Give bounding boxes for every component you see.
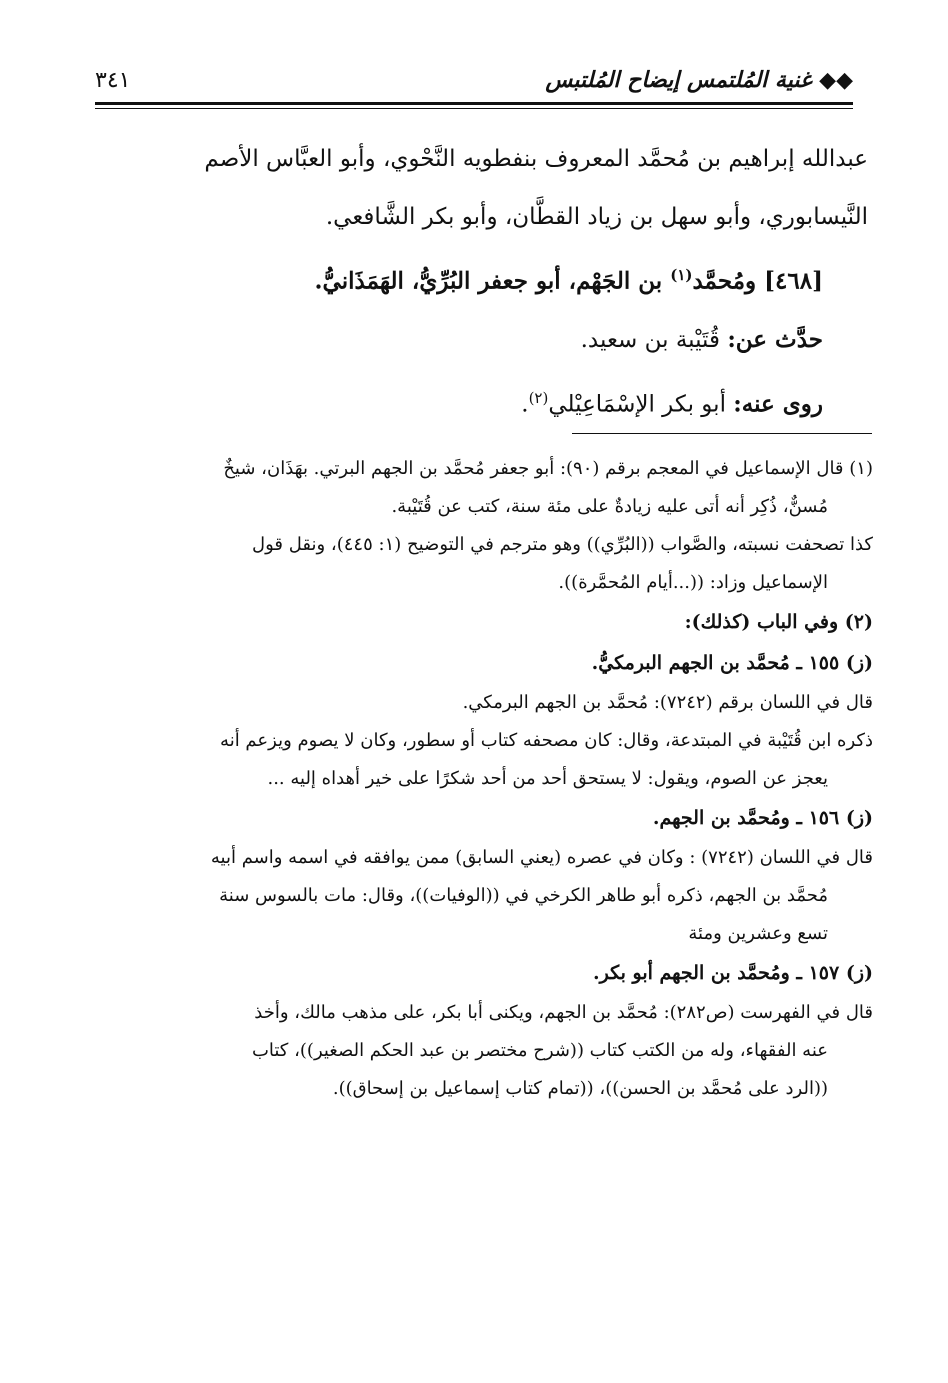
header-rule-thick: [95, 102, 853, 105]
footnote-ref-1: (١): [670, 266, 693, 284]
footnote-line: يعجز عن الصوم، ويقول: لا يستحق أحد من أحد شكرًا على خير أهداه إليه ...: [267, 768, 828, 789]
footnote-line: مُحمَّد بن الجهم، ذكره أبو طاهر الكرخي في ((الوفيات))، وقال: مات بالسوس سنة: [219, 885, 828, 906]
footnote-separator: [572, 433, 872, 434]
haddath-line: [95, 311, 868, 369]
footnote-line: تسع وعشرين ومئة: [688, 923, 828, 944]
footnote-heading: (ز) ١٥٦ ـ ومُحمَّد بن الجهم.: [652, 807, 873, 829]
page-number: ٣٤١: [95, 67, 131, 93]
footnote-line: مُسنٌّ، ذُكِر أنه أتى عليه زيادةٌ على مئة سنة، كتب عن قُتَيْبة.: [391, 496, 828, 517]
haddath-label: حدَّث عن:: [727, 325, 823, 353]
footnote-line: ذكره ابن قُتَيْبة في المبتدعة، وقال: كان مصحفه كتاب أو سطور، وكان لا يصوم ويزعم أنه: [220, 730, 873, 751]
rawa-value: أبو بكر الإسْمَاعِيْلي: [548, 391, 726, 418]
footnote-line: قال في اللسان (٧٢٤٢) : وكان في عصره (يعني السابق) ممن يوافقه في اسمه واسم أبيه: [210, 847, 873, 868]
footnote-line: ((الرد على مُحمَّد بن الحسن))، ((تمام كتاب إسماعيل بن إسحاق)).: [332, 1078, 828, 1099]
entry-number: [٤٦٨]: [764, 267, 823, 295]
footnote-heading: (٢) وفي الباب (كذلك):: [684, 611, 873, 633]
entry-name: ومُحمَّد: [692, 267, 757, 295]
body-line: عبدالله إبراهيم بن مُحمَّد المعروف بنفطويه النَّحْوي، وأبو العبَّاس الأصم: [204, 146, 868, 172]
header-rule-thin: [95, 108, 853, 109]
footnote-line: قال في اللسان برقم (٧٢٤٢): مُحمَّد بن الجهم البرمكي.: [462, 692, 873, 713]
footnote-heading: (ز) ١٥٥ ـ مُحمَّد بن الجهم البرمكيُّ.: [591, 652, 873, 674]
footnote-heading: (ز) ١٥٧ ـ ومُحمَّد بن الجهم أبو بكر.: [593, 962, 873, 984]
entry-name-rest: بن الجَهْم، أبو جعفر البُرِّيُّ، الهَمَذَانيُّ.: [314, 267, 663, 295]
footnote-line: عنه الفقهاء، وله من الكتب كتاب ((شرح مختصر بن عبد الحكم الصغير))، كتاب: [251, 1040, 828, 1061]
entry-title: [95, 246, 868, 311]
footnote-line: (١) قال الإسماعيل في المعجم برقم (٩٠): أبو جعفر مُحمَّد بن الجهم البرتي. بهَذَان، شيخٌ: [223, 458, 873, 479]
body-line: النَّيسابوري، وأبو سهل بن زياد القطَّان، وأبو بكر الشَّافعي.: [325, 204, 868, 230]
haddath-value: قُتَيْبة بن سعيد.: [580, 326, 720, 353]
page-header: [95, 58, 853, 102]
main-text: [95, 130, 868, 433]
footnotes: [100, 450, 873, 1108]
rawa-line: [95, 369, 868, 434]
footnote-line: كذا تصحفت نسبته، والصَّواب ((البُرِّي)) وهو مترجم في التوضيح (١: ٤٤٥)، ونقل قول: [252, 534, 873, 555]
footnote-line: قال في الفهرست (ص٢٨٢): مُحمَّد بن الجهم، ويكنى أبا بكر، على مذهب مالك، وأخذ: [254, 1002, 873, 1023]
rawa-label: روى عنه:: [733, 390, 823, 418]
footnote-ref-2: (٢): [528, 388, 549, 407]
rawa-end: .: [521, 391, 529, 418]
footnote-line: الإسماعيل وزاد: ((...أيام المُحمَّرة)).: [558, 572, 828, 593]
running-title: ◆◆ غنية المُلتمس إيضاح المُلتبس: [545, 67, 853, 93]
